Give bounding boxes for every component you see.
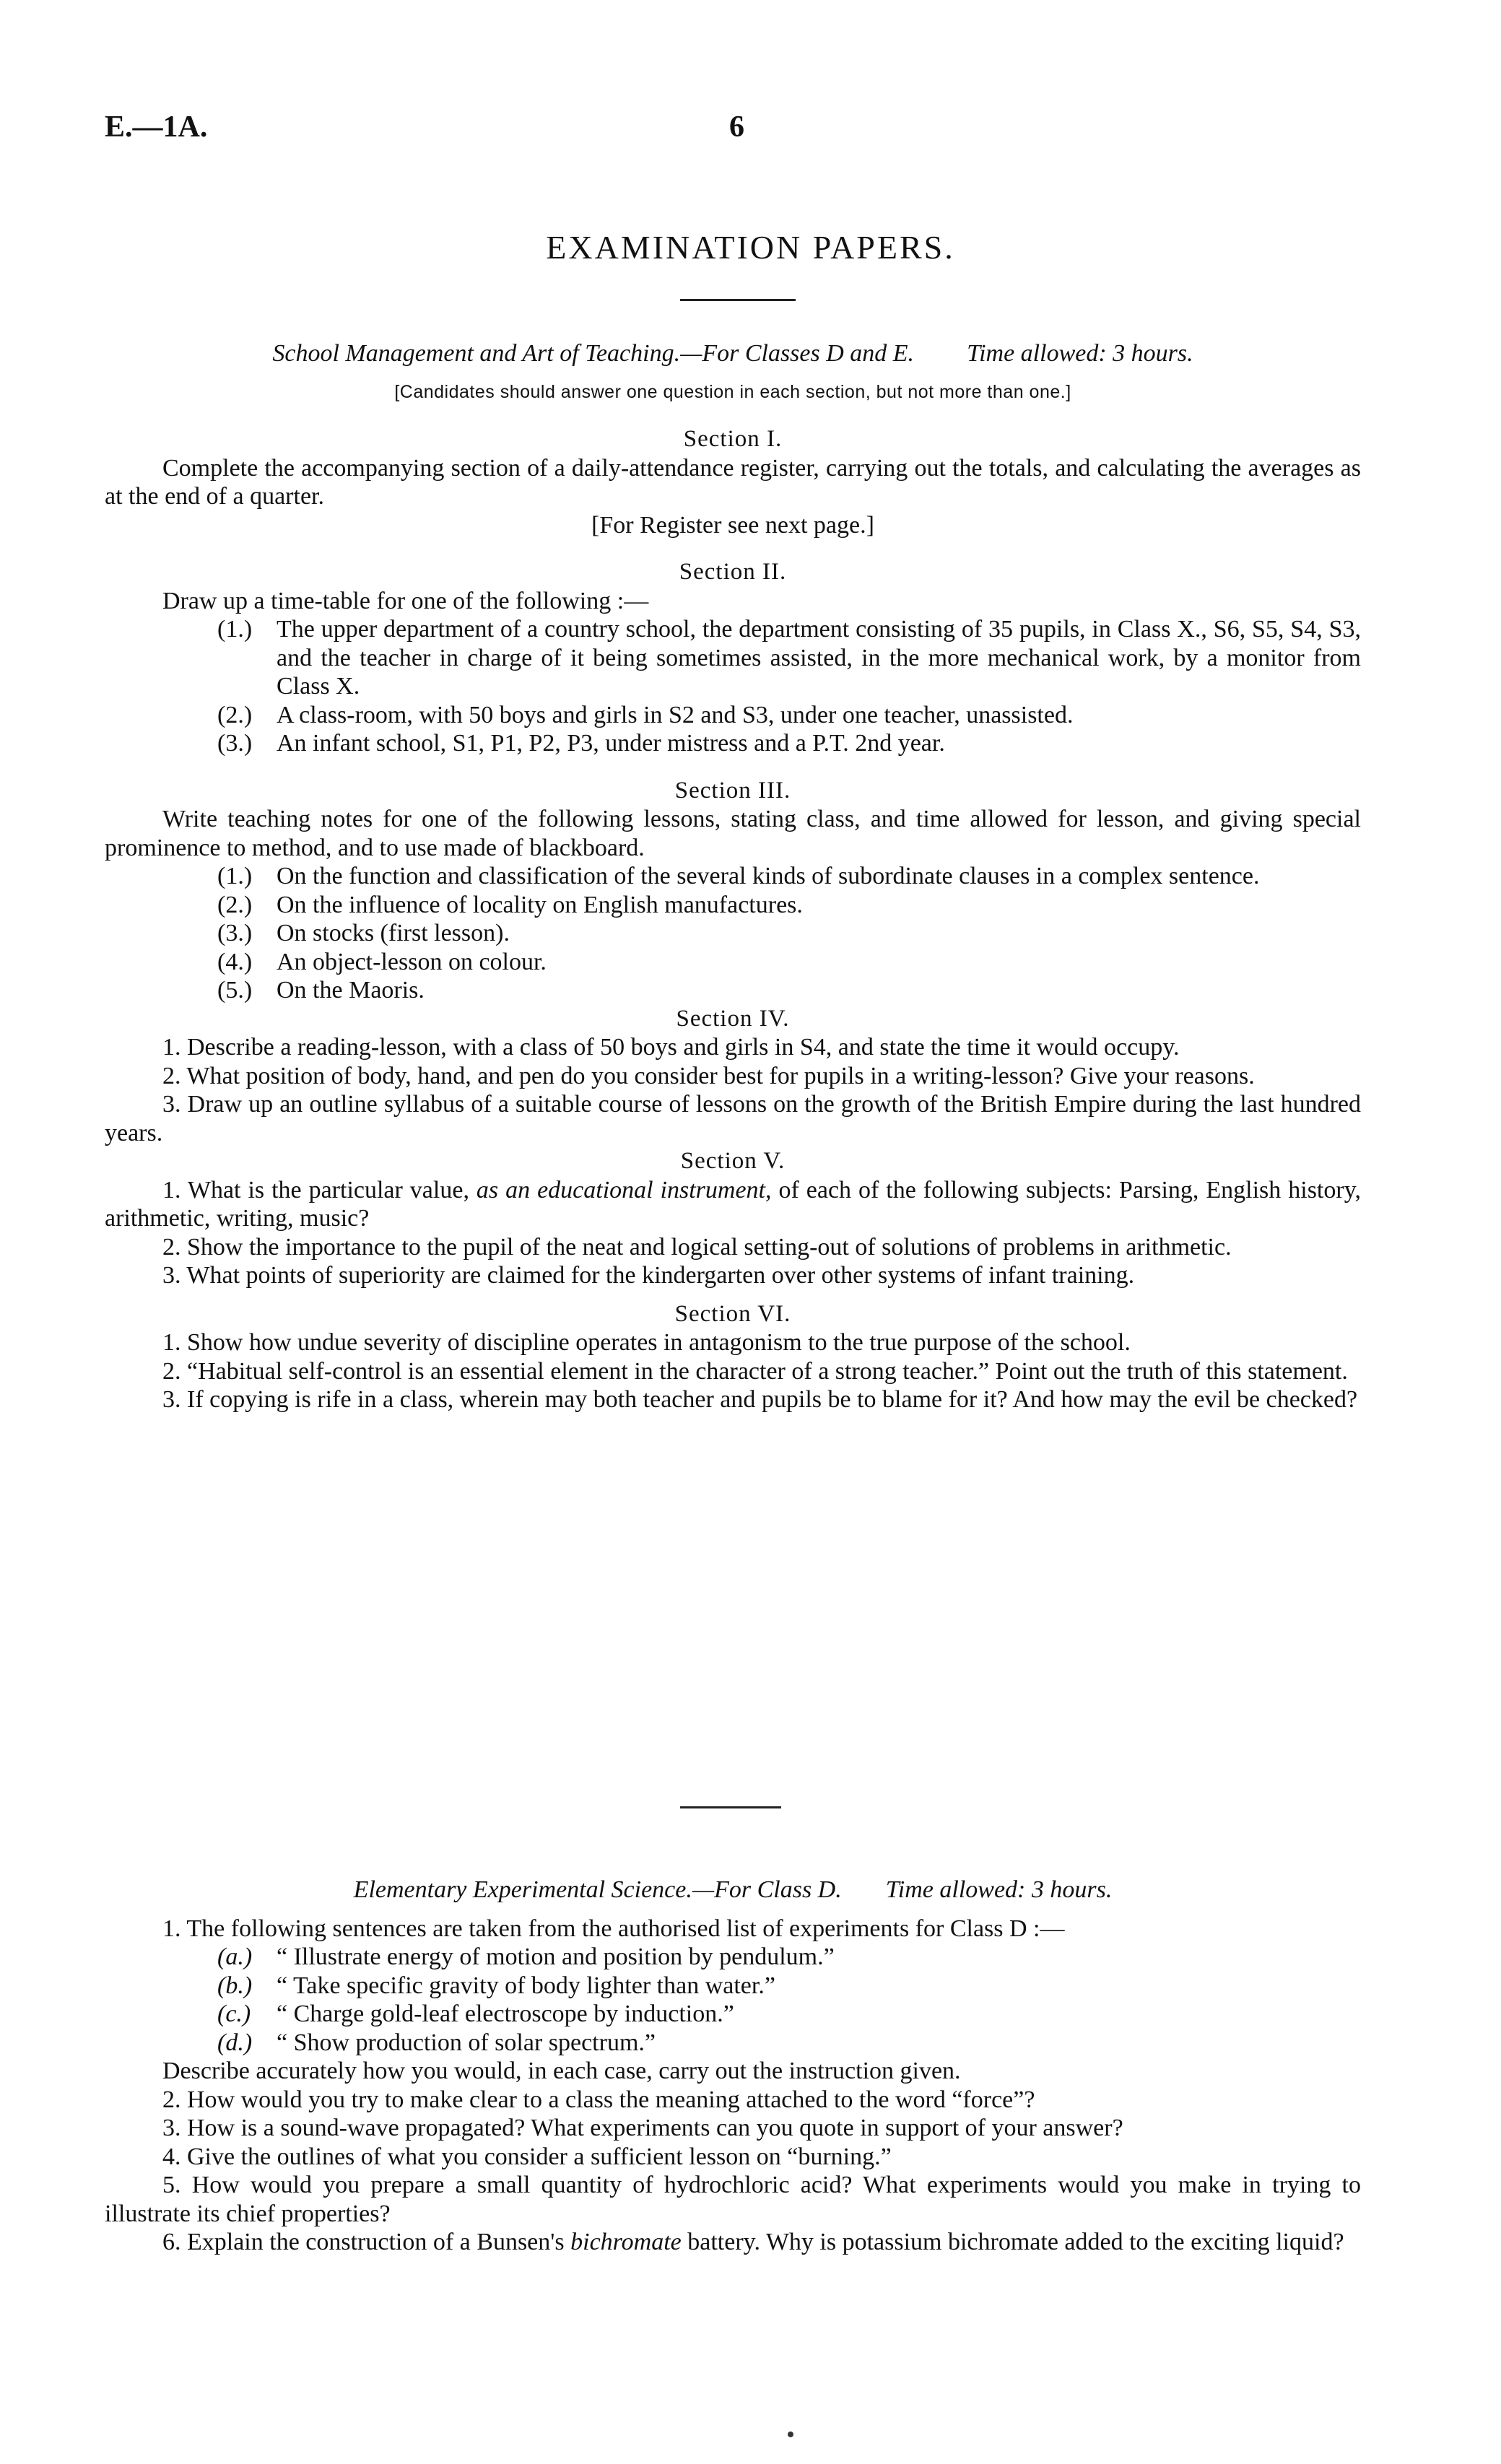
- list-item: [105, 948, 1361, 977]
- paper-heading: [105, 1876, 1361, 1904]
- question: 1. Show how undue severity of discipline operates in antagonism to the true purpose of the school.: [162, 1329, 1131, 1356]
- paper-divider: [680, 1806, 781, 1808]
- list-item: [105, 729, 1361, 758]
- item-letter: (d.): [217, 2029, 253, 2056]
- paper-title: Elementary Experimental Science.—For Class D.: [353, 1876, 842, 1903]
- item-text: On the influence of locality on English manufactures.: [277, 891, 803, 918]
- item-number: (2.): [217, 891, 253, 918]
- item-text: On the function and classification of the several kinds of subordinate clauses in a complex sentence.: [277, 863, 1260, 889]
- page-title: EXAMINATION PAPERS.: [546, 229, 955, 266]
- item-number: (1.): [217, 616, 253, 643]
- question: 2. Show the importance to the pupil of the neat and logical setting-out of solutions of problems in arithmetic.: [162, 1233, 1232, 1261]
- item-text: An infant school, S1, P1, P2, P3, under mistress and a P.T. 2nd year.: [277, 730, 945, 757]
- list-item: [105, 615, 1361, 701]
- item-number: (3.): [217, 730, 253, 757]
- section-heading: Section I.: [683, 426, 783, 452]
- register-note: [For Register see next page.]: [591, 511, 874, 539]
- section-intro: Draw up a time-table for one of the following :—: [162, 587, 649, 614]
- title-rule: [680, 299, 796, 301]
- question: 2. What position of body, hand, and pen do you consider best for pupils in a writing-lesson? Give your reasons.: [162, 1062, 1255, 1089]
- item-text: On the Maoris.: [277, 977, 425, 1004]
- question: 3. How is a sound-wave propagated? What experiments can you quote in support of your answer?: [162, 2115, 1123, 2141]
- section-intro: Write teaching notes for one of the following lessons, stating class, and time allowed for lesson, and giving special prominence to method, and to use made of blackboard.: [105, 806, 1361, 861]
- question-text: 6. Explain the construction of a Bunsen's: [162, 2229, 571, 2255]
- question: 1. The following sentences are taken from the authorised list of experiments for Class D :—: [162, 1915, 1065, 1942]
- section-heading: Section II.: [679, 559, 787, 585]
- item-letter: (c.): [217, 2001, 251, 2027]
- time-allowed: Time allowed: 3 hours.: [885, 1876, 1113, 1903]
- question: 4. Give the outlines of what you consider a sufficient lesson on “burning.”: [162, 2143, 892, 2170]
- time-allowed: Time allowed: 3 hours.: [967, 340, 1193, 367]
- question: 2. How would you try to make clear to a class the meaning attached to the word “force”?: [162, 2086, 1035, 2113]
- item-number: (4.): [217, 948, 253, 975]
- list-item: [105, 2029, 1361, 2058]
- item-text: An object-lesson on colour.: [277, 948, 547, 975]
- list-item: [105, 1943, 1361, 1972]
- item-letter: (b.): [217, 1972, 253, 1999]
- list-item: [105, 919, 1361, 948]
- item-text: On stocks (first lesson).: [277, 920, 510, 946]
- paper-title: School Management and Art of Teaching.—For Classes D and E.: [272, 340, 915, 367]
- item-text: “ Take specific gravity of body lighter than water.”: [277, 1972, 775, 1999]
- item-text: The upper department of a country school, the department consisting of 35 pupils, in Class X., S6, S5, S4, S3, and the teacher in charge of it being sometimes assisted, in the more mechanical work, by a monitor from Class X.: [277, 616, 1361, 700]
- science-paper: [105, 1876, 1361, 2257]
- item-number: (2.): [217, 701, 253, 728]
- question: 3. Draw up an outline syllabus of a suitable course of lessons on the growth of the British Empire during the last hundred years.: [105, 1091, 1361, 1146]
- item-number: (1.): [217, 863, 253, 889]
- section-text: Complete the accompanying section of a daily-attendance register, carrying out the totals, and calculating the averages as at the end of a quarter.: [105, 454, 1361, 510]
- item-number: (5.): [217, 977, 253, 1004]
- item-number: (3.): [217, 920, 253, 946]
- item-letter: (a.): [217, 1943, 253, 1970]
- page-number: 6: [729, 110, 744, 144]
- question-continuation: Describe accurately how you would, in each case, carry out the instruction given.: [162, 2058, 961, 2084]
- question: 5. How would you prepare a small quantity of hydrochloric acid? What experiments would you make in trying to illustrate its chief properties?: [105, 2172, 1361, 2227]
- question-emphasis: as an educational instrument,: [476, 1176, 772, 1203]
- item-text: “ Show production of solar spectrum.”: [277, 2029, 656, 2056]
- paper-heading: [105, 339, 1361, 368]
- section-heading: Section VI.: [674, 1300, 791, 1327]
- list-item: [105, 976, 1361, 1005]
- question: [105, 1176, 1361, 1233]
- list-item: [105, 1972, 1361, 2001]
- list-item: [105, 701, 1361, 730]
- question-emphasis: bichromate: [570, 2229, 682, 2255]
- school-management-paper: [105, 339, 1361, 1414]
- item-text: A class-room, with 50 boys and girls in S2 and S3, under one teacher, unassisted.: [277, 701, 1074, 728]
- list-item: [105, 2000, 1361, 2029]
- instruction-note: [Candidates should answer one question in each section, but not more than one.]: [394, 381, 1071, 402]
- item-text: “ Illustrate energy of motion and position by pendulum.”: [277, 1943, 835, 1970]
- question: 1. Describe a reading-lesson, with a class of 50 boys and girls in S4, and state the time it would occupy.: [162, 1034, 1180, 1061]
- question-text: 1. What is the particular value,: [162, 1176, 477, 1203]
- item-text: “ Charge gold-leaf electroscope by induction.”: [277, 2001, 734, 2027]
- question: 3. What points of superiority are claimed for the kindergarten over other systems of infant training.: [162, 1262, 1135, 1289]
- section-heading: Section III.: [674, 777, 791, 804]
- ink-speck: [788, 2432, 793, 2437]
- section-heading: Section IV.: [676, 1005, 790, 1032]
- question-text: battery. Why is potassium bichromate added to the exciting liquid?: [681, 2229, 1344, 2255]
- document-code: E.—1A.: [105, 110, 208, 144]
- list-item: [105, 891, 1361, 920]
- list-item: [105, 862, 1361, 891]
- question-text: of each of the following subjects: Parsing, English history, arithmetic, writing, music?: [105, 1176, 1361, 1232]
- section-heading: Section V.: [680, 1148, 786, 1174]
- question: [105, 2228, 1361, 2257]
- question: 3. If copying is rife in a class, wherein may both teacher and pupils be to blame for it? And how may the evil be checked?: [162, 1386, 1358, 1413]
- question: 2. “Habitual self-control is an essential element in the character of a strong teacher.” Point out the truth of this statement.: [162, 1357, 1348, 1385]
